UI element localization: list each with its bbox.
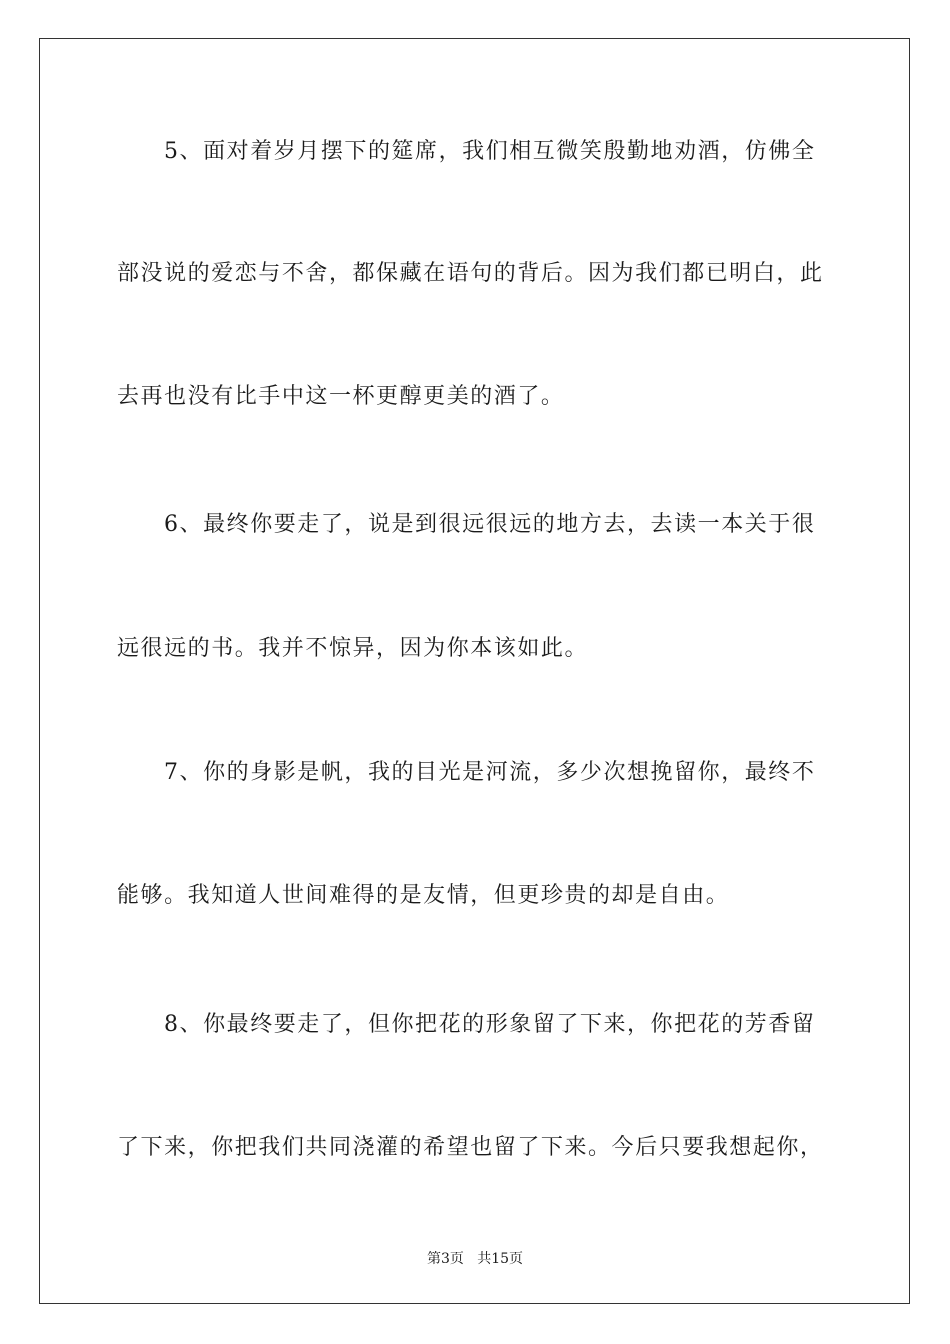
paragraph-8-line-2: 了下来，你把我们共同浇灌的希望也留了下来。今后只要我想起你， [117,1135,824,1160]
page-border [39,38,910,1304]
paragraph-6-line-2: 远很远的书。我并不惊异，因为你本该如此。 [117,636,589,661]
paragraph-8-line-1: 8、你最终要走了，但你把花的形象留了下来，你把花的芳香留 [164,1012,816,1037]
paragraph-5-line-3: 去再也没有比手中这一杯更醇更美的酒了。 [117,384,565,409]
paragraph-7-line-2: 能够。我知道人世间难得的是友情，但更珍贵的却是自由。 [117,883,730,908]
paragraph-7-line-1: 7、你的身影是帆，我的目光是河流，多少次想挽留你，最终不 [164,760,816,785]
page-number-footer: 第3页 共15页 [426,1251,524,1267]
paragraph-5-line-1: 5、面对着岁月摆下的筵席，我们相互微笑殷勤地劝酒，仿佛全 [164,139,816,164]
paragraph-6-line-1: 6、最终你要走了，说是到很远很远的地方去，去读一本关于很 [164,512,816,537]
paragraph-5-line-2: 部没说的爱恋与不舍，都保藏在语句的背后。因为我们都已明白，此 [117,261,824,286]
